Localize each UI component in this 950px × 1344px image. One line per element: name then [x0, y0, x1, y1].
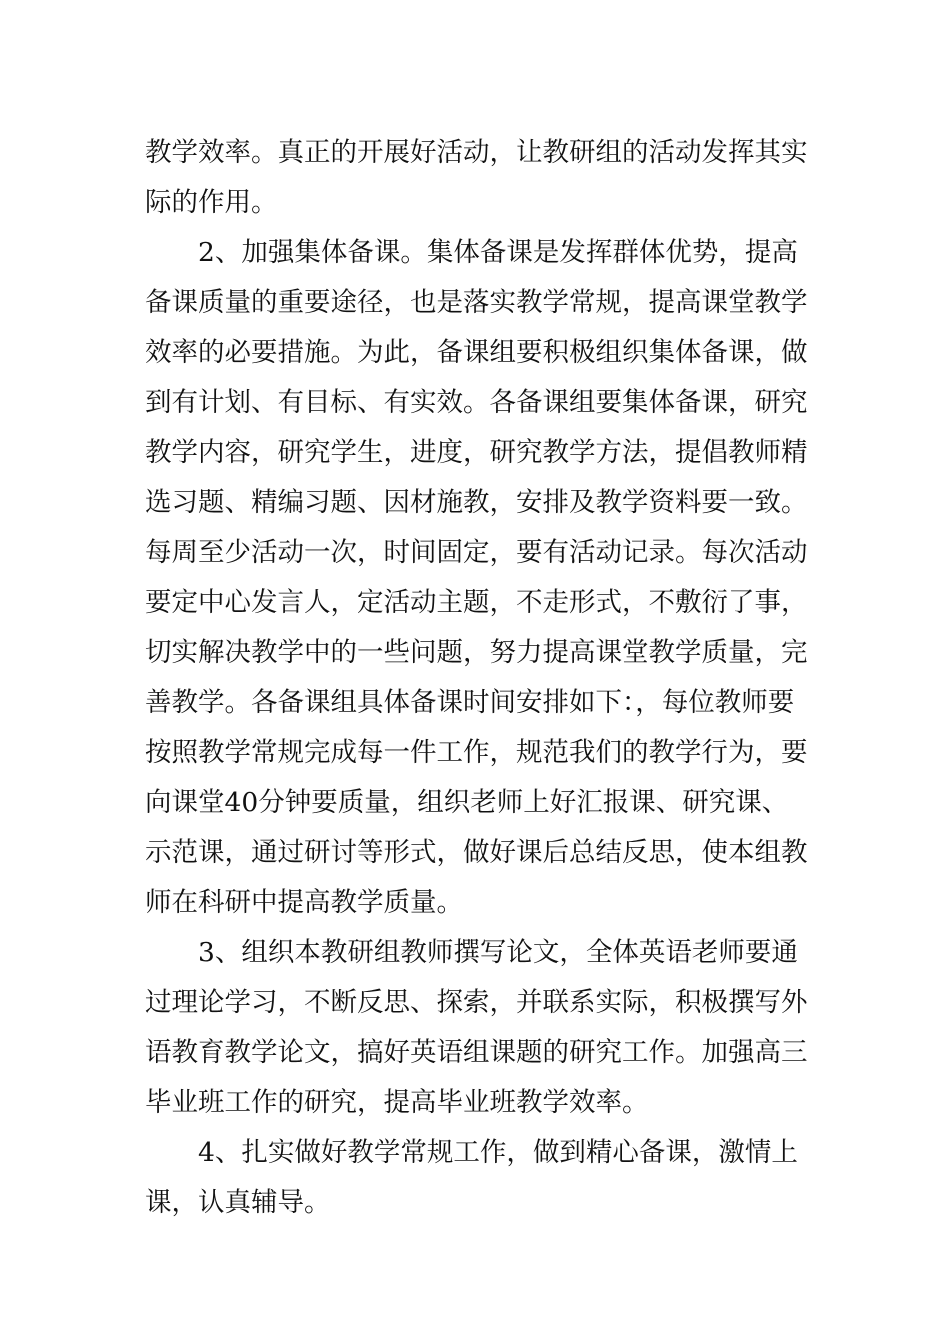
text-line: 教学效率。真正的开展好活动，让教研组的活动发挥其实: [145, 137, 808, 168]
text-line: 课，认真辅导。: [145, 1187, 331, 1218]
text-line: 语教育教学论文，搞好英语组课题的研究工作。加强高三: [145, 1037, 808, 1068]
text-line: 教学内容，研究学生，进度，研究教学方法，提倡教师精: [145, 437, 808, 468]
text-line: 每周至少活动一次，时间固定，要有活动记录。每次活动: [145, 537, 808, 568]
text-line: 选习题、精编习题、因材施教，安排及教学资料要一致。: [145, 487, 808, 518]
text-line: 毕业班工作的研究，提高毕业班教学效率。: [145, 1087, 649, 1118]
text-line: 际的作用。: [145, 187, 278, 218]
text-line: 按照教学常规完成每一件工作，规范我们的教学行为，要: [145, 737, 808, 768]
text-line: 到有计划、有目标、有实效。各备课组要集体备课，研究: [145, 387, 808, 418]
text-line: 师在科研中提高教学质量。: [145, 887, 463, 918]
text-line: 过理论学习，不断反思、探索，并联系实际，积极撰写外: [145, 987, 808, 1018]
body-text: [145, 128, 808, 1228]
text-line: 向课堂40分钟要质量，组织老师上好汇报课、研究课、: [145, 787, 789, 818]
text-line: 切实解决教学中的一些问题，努力提高课堂教学质量，完: [145, 637, 808, 668]
text-line: 要定中心发言人，定活动主题，不走形式，不敷衍了事，: [145, 587, 808, 618]
text-line: 示范课，通过研讨等形式，做好课后总结反思，使本组教: [145, 837, 808, 868]
paragraph-start-line: 4、扎实做好教学常规工作，做到精心备课，激情上: [198, 1137, 798, 1168]
paragraph-start-line: 2、加强集体备课。集体备课是发挥群体优势，提高: [198, 237, 798, 268]
text-line: 效率的必要措施。为此，备课组要积极组织集体备课，做: [145, 337, 808, 368]
paragraph-start-line: 3、组织本教研组教师撰写论文，全体英语老师要通: [198, 937, 798, 968]
text-line: 善教学。各备课组具体备课时间安排如下：，每位教师要: [145, 687, 795, 718]
text-line: 备课质量的重要途径，也是落实教学常规，提高课堂教学: [145, 287, 808, 318]
